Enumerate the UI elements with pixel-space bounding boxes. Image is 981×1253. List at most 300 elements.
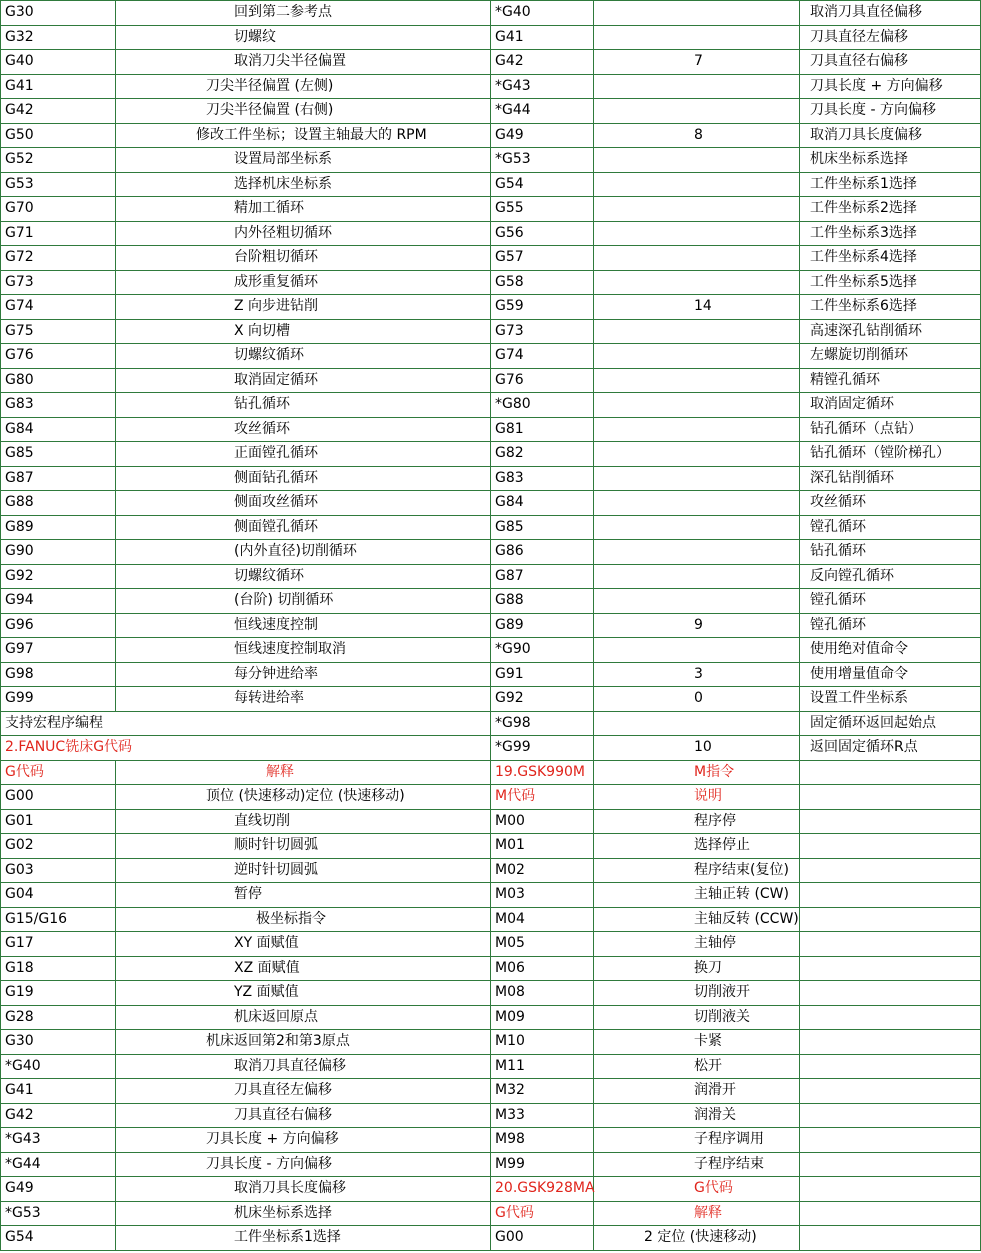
left-code-cell: *G44: [1, 1152, 116, 1177]
right-code-cell: M08: [491, 981, 594, 1006]
table-row: [1, 515, 981, 540]
right-description-cell: [800, 858, 981, 883]
right-description-cell: [800, 883, 981, 908]
left-description-cell: 机床返回第2和第3原点: [116, 1030, 491, 1055]
right-code-cell: *G80: [491, 393, 594, 418]
table-row: [1, 883, 981, 908]
left-description-cell: 恒线速度控制取消: [116, 638, 491, 663]
left-code-cell: G70: [1, 197, 116, 222]
table-row: [1, 74, 981, 99]
right-description-cell: 攻丝循环: [800, 491, 981, 516]
right-code-cell: G59: [491, 295, 594, 320]
table-row: [1, 1177, 981, 1202]
right-middle-cell: 主轴停: [594, 932, 800, 957]
left-code-cell: G75: [1, 319, 116, 344]
table-row: [1, 221, 981, 246]
left-code-cell: G03: [1, 858, 116, 883]
right-middle-cell: 子程序调用: [594, 1128, 800, 1153]
left-description-cell: 机床返回原点: [116, 1005, 491, 1030]
right-description-cell: 使用增量值命令: [800, 662, 981, 687]
right-code-cell: G76: [491, 368, 594, 393]
right-code-cell: G41: [491, 25, 594, 50]
table-row: [1, 270, 981, 295]
right-middle-cell: 解释: [594, 1201, 800, 1226]
right-description-cell: 工件坐标系5选择: [800, 270, 981, 295]
left-code-cell: G94: [1, 589, 116, 614]
right-middle-cell: [594, 564, 800, 589]
right-description-cell: [800, 1054, 981, 1079]
right-code-cell: G49: [491, 123, 594, 148]
left-description-cell: X 向切槽: [116, 319, 491, 344]
right-middle-cell: [594, 491, 800, 516]
left-code-cell: G53: [1, 172, 116, 197]
right-middle-cell: [594, 393, 800, 418]
right-description-cell: 刀具直径右偏移: [800, 50, 981, 75]
table-row: [1, 907, 981, 932]
left-description-cell: 回到第二参考点: [116, 1, 491, 26]
right-description-cell: 深孔钻削循环: [800, 466, 981, 491]
right-middle-cell: 松开: [594, 1054, 800, 1079]
right-code-cell: M33: [491, 1103, 594, 1128]
right-code-cell: G54: [491, 172, 594, 197]
table-row: [1, 711, 981, 736]
left-description-cell: 刀尖半径偏置 (左侧): [116, 74, 491, 99]
right-description-cell: 镗孔循环: [800, 613, 981, 638]
right-code-cell: *G99: [491, 736, 594, 761]
left-description-cell: 成形重复循环: [116, 270, 491, 295]
right-middle-cell: 润滑开: [594, 1079, 800, 1104]
right-description-cell: 左螺旋切削循环: [800, 344, 981, 369]
right-middle-cell: 程序停: [594, 809, 800, 834]
right-middle-cell: M指令: [594, 760, 800, 785]
right-description-cell: 机床坐标系选择: [800, 148, 981, 173]
left-description-cell: 暂停: [116, 883, 491, 908]
right-description-cell: [800, 760, 981, 785]
right-middle-cell: 14: [594, 295, 800, 320]
left-description-cell: 工件坐标系1选择: [116, 1226, 491, 1251]
right-description-cell: 镗孔循环: [800, 589, 981, 614]
left-description-cell: 每分钟进给率: [116, 662, 491, 687]
left-code-cell: G02: [1, 834, 116, 859]
left-section-heading: 2.FANUC铣床G代码: [1, 736, 491, 761]
right-middle-cell: [594, 442, 800, 467]
right-description-cell: [800, 932, 981, 957]
left-description-cell: (台阶) 切削循环: [116, 589, 491, 614]
right-description-cell: [800, 809, 981, 834]
table-row: [1, 1128, 981, 1153]
left-description-cell: 刀具长度 - 方向偏移: [116, 1152, 491, 1177]
left-code-cell: *G40: [1, 1054, 116, 1079]
left-description-cell: 取消刀具直径偏移: [116, 1054, 491, 1079]
right-code-cell: M09: [491, 1005, 594, 1030]
table-row: [1, 1005, 981, 1030]
table-row: [1, 319, 981, 344]
left-code-cell: G54: [1, 1226, 116, 1251]
right-middle-cell: 2 定位 (快速移动): [594, 1226, 800, 1251]
right-code-cell: G58: [491, 270, 594, 295]
right-middle-cell: [594, 368, 800, 393]
right-description-cell: 钻孔循环: [800, 540, 981, 565]
right-middle-cell: [594, 197, 800, 222]
table-row: [1, 1226, 981, 1251]
right-middle-cell: 主轴正转 (CW): [594, 883, 800, 908]
left-description-cell: 正面镗孔循环: [116, 442, 491, 467]
right-description-cell: 取消固定循环: [800, 393, 981, 418]
right-code-cell: G91: [491, 662, 594, 687]
left-code-cell: G98: [1, 662, 116, 687]
right-middle-cell: [594, 344, 800, 369]
right-code-cell: 19.GSK990M: [491, 760, 594, 785]
left-code-cell: G15/G16: [1, 907, 116, 932]
left-code-cell: G84: [1, 417, 116, 442]
table-row: [1, 393, 981, 418]
left-code-cell: G92: [1, 564, 116, 589]
table-row: [1, 662, 981, 687]
left-description-cell: 侧面钻孔循环: [116, 466, 491, 491]
table-row: [1, 564, 981, 589]
table-row: [1, 1, 981, 26]
right-middle-cell: 10: [594, 736, 800, 761]
right-code-cell: G56: [491, 221, 594, 246]
left-description-cell: XZ 面赋值: [116, 956, 491, 981]
table-row: [1, 932, 981, 957]
right-code-cell: G85: [491, 515, 594, 540]
right-code-cell: G57: [491, 246, 594, 271]
left-description-cell: 侧面镗孔循环: [116, 515, 491, 540]
right-description-cell: 工件坐标系2选择: [800, 197, 981, 222]
table-row: [1, 1079, 981, 1104]
left-description-cell: 取消固定循环: [116, 368, 491, 393]
table-row: [1, 295, 981, 320]
left-code-cell: G41: [1, 1079, 116, 1104]
left-description-cell: 刀具直径左偏移: [116, 1079, 491, 1104]
table-row: [1, 1152, 981, 1177]
left-code-cell: G74: [1, 295, 116, 320]
right-code-cell: M98: [491, 1128, 594, 1153]
right-description-cell: [800, 1128, 981, 1153]
left-description-cell: 直线切削: [116, 809, 491, 834]
table-row: [1, 417, 981, 442]
table-row: [1, 785, 981, 810]
left-description-cell: 顺时针切圆弧: [116, 834, 491, 859]
right-description-cell: [800, 1177, 981, 1202]
right-middle-cell: 切削液开: [594, 981, 800, 1006]
left-code-cell: G19: [1, 981, 116, 1006]
right-description-cell: [800, 907, 981, 932]
right-code-cell: G00: [491, 1226, 594, 1251]
right-middle-cell: [594, 515, 800, 540]
table-row: [1, 466, 981, 491]
right-description-cell: [800, 1226, 981, 1251]
table-row: [1, 956, 981, 981]
right-middle-cell: 子程序结束: [594, 1152, 800, 1177]
right-description-cell: 返回固定循环R点: [800, 736, 981, 761]
right-description-cell: [800, 785, 981, 810]
table-row: [1, 834, 981, 859]
right-description-cell: [800, 834, 981, 859]
right-code-cell: M10: [491, 1030, 594, 1055]
left-description-cell: Z 向步进钻削: [116, 295, 491, 320]
right-code-cell: G55: [491, 197, 594, 222]
left-description-cell: 台阶粗切循环: [116, 246, 491, 271]
right-code-cell: M代码: [491, 785, 594, 810]
right-code-cell: G89: [491, 613, 594, 638]
left-code-cell: G18: [1, 956, 116, 981]
right-middle-cell: 8: [594, 123, 800, 148]
table-row: [1, 197, 981, 222]
right-code-cell: *G40: [491, 1, 594, 26]
right-code-cell: M11: [491, 1054, 594, 1079]
table-row: [1, 1201, 981, 1226]
right-middle-cell: [594, 246, 800, 271]
left-description-cell: 切螺纹循环: [116, 564, 491, 589]
right-code-cell: G42: [491, 50, 594, 75]
left-description-cell: 攻丝循环: [116, 417, 491, 442]
right-middle-cell: [594, 270, 800, 295]
left-code-cell: G80: [1, 368, 116, 393]
right-middle-cell: [594, 417, 800, 442]
right-middle-cell: [594, 172, 800, 197]
right-description-cell: 工件坐标系6选择: [800, 295, 981, 320]
right-code-cell: G88: [491, 589, 594, 614]
right-middle-cell: [594, 319, 800, 344]
left-code-cell: G32: [1, 25, 116, 50]
left-code-cell: G17: [1, 932, 116, 957]
right-description-cell: [800, 981, 981, 1006]
table-row: [1, 1030, 981, 1055]
left-code-cell: *G43: [1, 1128, 116, 1153]
left-description-cell: 取消刀尖半径偏置: [116, 50, 491, 75]
right-description-cell: [800, 1079, 981, 1104]
left-description-cell: 内外径粗切循环: [116, 221, 491, 246]
right-code-cell: G74: [491, 344, 594, 369]
table-row: [1, 736, 981, 761]
left-description-cell: 顶位 (快速移动)定位 (快速移动): [116, 785, 491, 810]
left-code-cell: *G53: [1, 1201, 116, 1226]
right-code-cell: M04: [491, 907, 594, 932]
right-code-cell: M99: [491, 1152, 594, 1177]
right-code-cell: G87: [491, 564, 594, 589]
table-row: [1, 25, 981, 50]
left-description-cell: 取消刀具长度偏移: [116, 1177, 491, 1202]
left-code-cell: G50: [1, 123, 116, 148]
right-code-cell: *G53: [491, 148, 594, 173]
left-code-cell: G52: [1, 148, 116, 173]
right-middle-cell: 说明: [594, 785, 800, 810]
table-row: [1, 638, 981, 663]
right-code-cell: G92: [491, 687, 594, 712]
left-description-cell: YZ 面赋值: [116, 981, 491, 1006]
left-code-cell: G42: [1, 99, 116, 124]
right-code-cell: M00: [491, 809, 594, 834]
right-code-cell: *G98: [491, 711, 594, 736]
left-code-cell: G72: [1, 246, 116, 271]
left-description-cell: 逆时针切圆弧: [116, 858, 491, 883]
left-code-cell: G01: [1, 809, 116, 834]
table-row: [1, 344, 981, 369]
right-description-cell: 刀具长度 - 方向偏移: [800, 99, 981, 124]
right-middle-cell: [594, 74, 800, 99]
right-middle-cell: 9: [594, 613, 800, 638]
left-code-cell: G30: [1, 1, 116, 26]
table-row: [1, 99, 981, 124]
right-code-cell: G86: [491, 540, 594, 565]
right-code-cell: G81: [491, 417, 594, 442]
right-middle-cell: 切削液关: [594, 1005, 800, 1030]
right-middle-cell: [594, 466, 800, 491]
right-middle-cell: G代码: [594, 1177, 800, 1202]
right-description-cell: 工件坐标系1选择: [800, 172, 981, 197]
left-code-cell: G04: [1, 883, 116, 908]
right-description-cell: 精镗孔循环: [800, 368, 981, 393]
table-row: [1, 246, 981, 271]
right-description-cell: 使用绝对值命令: [800, 638, 981, 663]
left-description-cell: 刀具长度 + 方向偏移: [116, 1128, 491, 1153]
right-description-cell: 钻孔循环（点钻）: [800, 417, 981, 442]
right-description-cell: 工件坐标系4选择: [800, 246, 981, 271]
right-middle-cell: [594, 25, 800, 50]
right-code-cell: *G43: [491, 74, 594, 99]
right-code-cell: M32: [491, 1079, 594, 1104]
right-description-cell: 反向镗孔循环: [800, 564, 981, 589]
right-middle-cell: [594, 589, 800, 614]
left-description-cell: 侧面攻丝循环: [116, 491, 491, 516]
table-row: [1, 368, 981, 393]
left-description-cell: 刀具直径右偏移: [116, 1103, 491, 1128]
right-description-cell: [800, 1152, 981, 1177]
right-middle-cell: 0: [594, 687, 800, 712]
right-middle-cell: [594, 540, 800, 565]
right-description-cell: 刀具长度 + 方向偏移: [800, 74, 981, 99]
right-description-cell: 设置工件坐标系: [800, 687, 981, 712]
right-code-cell: G代码: [491, 1201, 594, 1226]
right-middle-cell: [594, 99, 800, 124]
table-row: [1, 981, 981, 1006]
table-row: [1, 809, 981, 834]
right-code-cell: M03: [491, 883, 594, 908]
right-middle-cell: [594, 221, 800, 246]
table-row: [1, 442, 981, 467]
left-description-cell: 极坐标指令: [116, 907, 491, 932]
table-row: [1, 760, 981, 785]
right-code-cell: M06: [491, 956, 594, 981]
left-code-cell: G87: [1, 466, 116, 491]
left-code-cell: G90: [1, 540, 116, 565]
right-middle-cell: [594, 148, 800, 173]
left-section-heading: 支持宏程序编程: [1, 711, 491, 736]
left-code-cell: G代码: [1, 760, 116, 785]
table-row: [1, 1103, 981, 1128]
left-code-cell: G28: [1, 1005, 116, 1030]
right-middle-cell: 程序结束(复位): [594, 858, 800, 883]
right-middle-cell: 选择停止: [594, 834, 800, 859]
left-description-cell: 精加工循环: [116, 197, 491, 222]
right-description-cell: 钻孔循环（镗阶梯孔）: [800, 442, 981, 467]
right-code-cell: M05: [491, 932, 594, 957]
left-code-cell: G49: [1, 1177, 116, 1202]
right-middle-cell: 润滑关: [594, 1103, 800, 1128]
left-code-cell: G42: [1, 1103, 116, 1128]
right-code-cell: M02: [491, 858, 594, 883]
right-description-cell: [800, 1030, 981, 1055]
right-description-cell: [800, 1201, 981, 1226]
right-code-cell: G84: [491, 491, 594, 516]
right-code-cell: *G90: [491, 638, 594, 663]
table-row: [1, 172, 981, 197]
table-row: [1, 50, 981, 75]
left-code-cell: G00: [1, 785, 116, 810]
left-code-cell: G71: [1, 221, 116, 246]
right-description-cell: [800, 956, 981, 981]
left-code-cell: G30: [1, 1030, 116, 1055]
table-row: [1, 148, 981, 173]
table-row: [1, 613, 981, 638]
right-middle-cell: 3: [594, 662, 800, 687]
right-middle-cell: [594, 1, 800, 26]
left-description-cell: 钻孔循环: [116, 393, 491, 418]
right-description-cell: 工件坐标系3选择: [800, 221, 981, 246]
left-description-cell: 选择机床坐标系: [116, 172, 491, 197]
right-code-cell: G83: [491, 466, 594, 491]
left-description-cell: 机床坐标系选择: [116, 1201, 491, 1226]
left-code-cell: G85: [1, 442, 116, 467]
left-code-cell: G83: [1, 393, 116, 418]
right-middle-cell: [594, 711, 800, 736]
left-description-cell: 每转进给率: [116, 687, 491, 712]
right-description-cell: [800, 1103, 981, 1128]
left-code-cell: G88: [1, 491, 116, 516]
right-middle-cell: 主轴反转 (CCW): [594, 907, 800, 932]
left-description-cell: 恒线速度控制: [116, 613, 491, 638]
right-code-cell: G73: [491, 319, 594, 344]
left-description-cell: 切螺纹: [116, 25, 491, 50]
left-code-cell: G73: [1, 270, 116, 295]
left-description-cell: 设置局部坐标系: [116, 148, 491, 173]
left-description-cell: 解释: [116, 760, 491, 785]
left-code-cell: G41: [1, 74, 116, 99]
table-row: [1, 540, 981, 565]
right-middle-cell: [594, 638, 800, 663]
left-code-cell: G96: [1, 613, 116, 638]
table-row: [1, 858, 981, 883]
right-middle-cell: 卡紧: [594, 1030, 800, 1055]
right-description-cell: [800, 1005, 981, 1030]
left-code-cell: G97: [1, 638, 116, 663]
table-row: [1, 1054, 981, 1079]
right-code-cell: G82: [491, 442, 594, 467]
left-code-cell: G89: [1, 515, 116, 540]
table-row: [1, 123, 981, 148]
right-code-cell: M01: [491, 834, 594, 859]
table-row: [1, 491, 981, 516]
right-middle-cell: 7: [594, 50, 800, 75]
right-description-cell: 取消刀具长度偏移: [800, 123, 981, 148]
left-description-cell: 修改工件坐标；设置主轴最大的 RPM: [116, 123, 491, 148]
left-code-cell: G99: [1, 687, 116, 712]
table-row: [1, 687, 981, 712]
right-description-cell: 刀具直径左偏移: [800, 25, 981, 50]
table-row: [1, 589, 981, 614]
left-code-cell: G40: [1, 50, 116, 75]
right-code-cell: 20.GSK928MA: [491, 1177, 594, 1202]
right-description-cell: 取消刀具直径偏移: [800, 1, 981, 26]
left-description-cell: XY 面赋值: [116, 932, 491, 957]
left-description-cell: 刀尖半径偏置 (右侧): [116, 99, 491, 124]
left-code-cell: G76: [1, 344, 116, 369]
right-description-cell: 固定循环返回起始点: [800, 711, 981, 736]
right-description-cell: 高速深孔钻削循环: [800, 319, 981, 344]
right-description-cell: 镗孔循环: [800, 515, 981, 540]
